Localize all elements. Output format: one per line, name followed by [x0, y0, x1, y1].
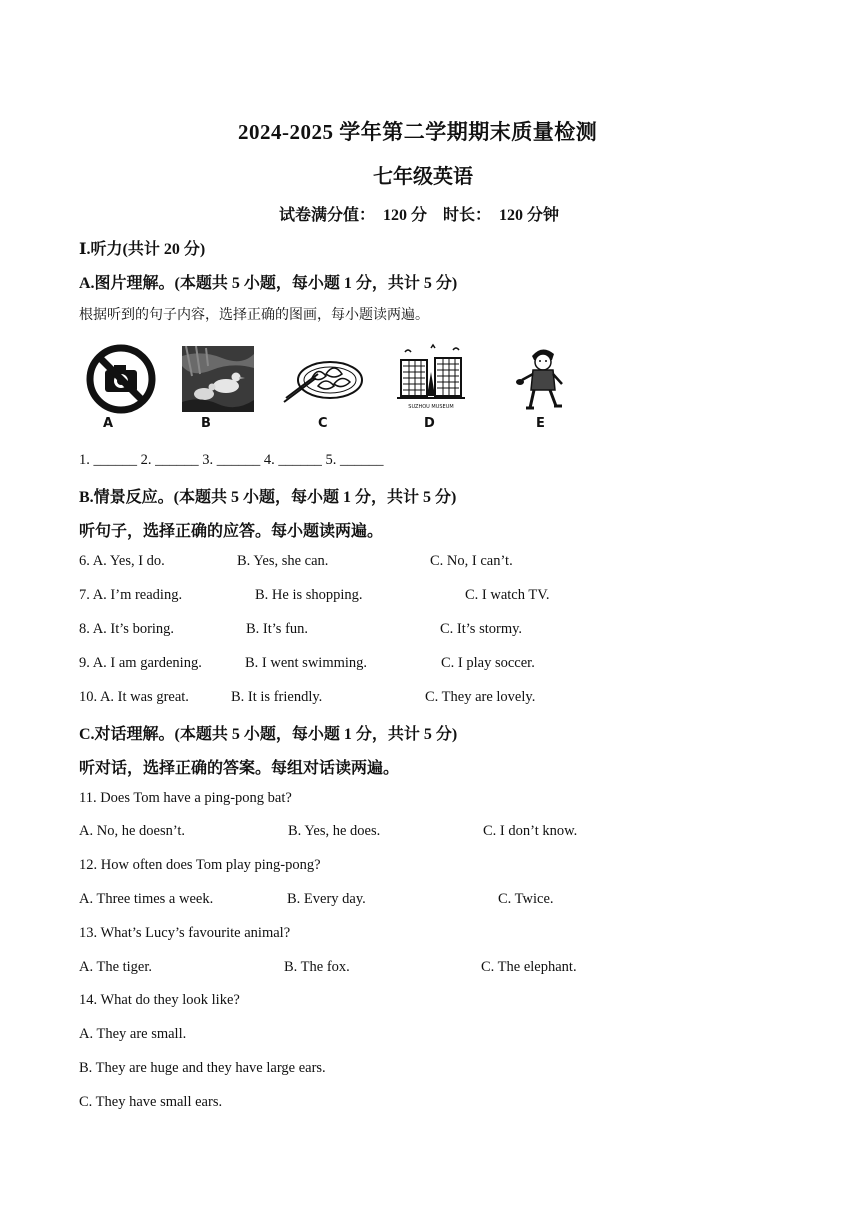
page-title: 2024-2025 学年第二学期期末质量检测 — [238, 120, 598, 144]
q8-option-a: 8. A. It’s boring. — [79, 621, 175, 637]
part1-heading: Ⅰ.听力(共计 20 分) — [79, 241, 206, 258]
q10-option-a: 10. A. It was great. — [79, 689, 189, 705]
q10-option-c: C. They are lovely. — [425, 689, 536, 705]
q11-option-a: A. No, he doesn’t. — [79, 823, 186, 839]
q7-option-c: C. I watch TV. — [465, 587, 550, 603]
answer-blanks-1-5: 1. ______ 2. ______ 3. ______ 4. ______ 5. ______ — [79, 452, 384, 468]
museum-icon — [395, 342, 467, 412]
q9-option-b: B. I went swimming. — [245, 655, 368, 671]
boy-icon — [516, 344, 566, 412]
picture-label-b: B — [201, 416, 211, 431]
q8-option-c: C. It’s stormy. — [440, 621, 523, 637]
q11-option-c: C. I don’t know. — [483, 823, 578, 839]
section-b-instruction: 听句子，选择正确的应答。每小题读两遍。 — [79, 523, 384, 540]
q8-option-b: B. It’s fun. — [246, 621, 309, 637]
section-a-instruction: 根据听到的句子内容，选择正确的图画，每小题读两遍。 — [79, 308, 429, 323]
section-a-heading: A.图片理解。(本题共 5 小题，每小题 1 分，共计 5 分) — [79, 275, 458, 292]
q7-option-b: B. He is shopping. — [255, 587, 363, 603]
q6-option-a: 6. A. Yes, I do. — [79, 553, 165, 569]
q12-option-b: B. Every day. — [287, 891, 366, 907]
q12-stem: 12. How often does Tom play ping-pong? — [79, 857, 321, 873]
q14-option-c: C. They have small ears. — [79, 1094, 223, 1110]
q11-option-b: B. Yes, he does. — [288, 823, 381, 839]
museum-sign: SUZHOU MUSEUM — [408, 404, 454, 410]
q13-option-c: C. The elephant. — [481, 959, 577, 975]
q13-option-a: A. The tiger. — [79, 959, 153, 975]
q9-option-a: 9. A. I am gardening. — [79, 655, 202, 671]
dumplings-icon — [282, 352, 364, 404]
q6-option-c: C. No, I can’t. — [430, 553, 513, 569]
page-subtitle: 七年级英语 — [373, 166, 473, 188]
picture-label-c: C — [318, 416, 328, 431]
ducks-icon — [182, 346, 254, 412]
picture-label-d: D — [424, 416, 435, 431]
no-camera-icon — [84, 343, 158, 415]
q6-option-b: B. Yes, she can. — [237, 553, 329, 569]
section-b-heading: B.情景反应。(本题共 5 小题，每小题 1 分，共计 5 分) — [79, 489, 457, 506]
q9-option-c: C. I play soccer. — [441, 655, 535, 671]
q10-option-b: B. It is friendly. — [231, 689, 323, 705]
q12-option-a: A. Three times a week. — [79, 891, 214, 907]
q13-option-b: B. The fox. — [284, 959, 350, 975]
q11-stem: 11. Does Tom have a ping-pong bat? — [79, 790, 292, 806]
exam-info: 试卷满分值： 120 分 时长： 120 分钟 — [279, 207, 560, 224]
section-c-instruction: 听对话，选择正确的答案。每组对话读两遍。 — [79, 760, 400, 777]
q14-option-a: A. They are small. — [79, 1026, 187, 1042]
section-c-heading: C.对话理解。(本题共 5 小题，每小题 1 分，共计 5 分) — [79, 726, 458, 743]
q12-option-c: C. Twice. — [498, 891, 554, 907]
q7-option-a: 7. A. I’m reading. — [79, 587, 183, 603]
q14-option-b: B. They are huge and they have large ears. — [79, 1060, 326, 1076]
q13-stem: 13. What’s Lucy’s favourite animal? — [79, 925, 291, 941]
picture-label-e: E — [536, 416, 545, 431]
q14-stem: 14. What do they look like? — [79, 992, 240, 1008]
picture-label-a: A — [103, 416, 114, 431]
